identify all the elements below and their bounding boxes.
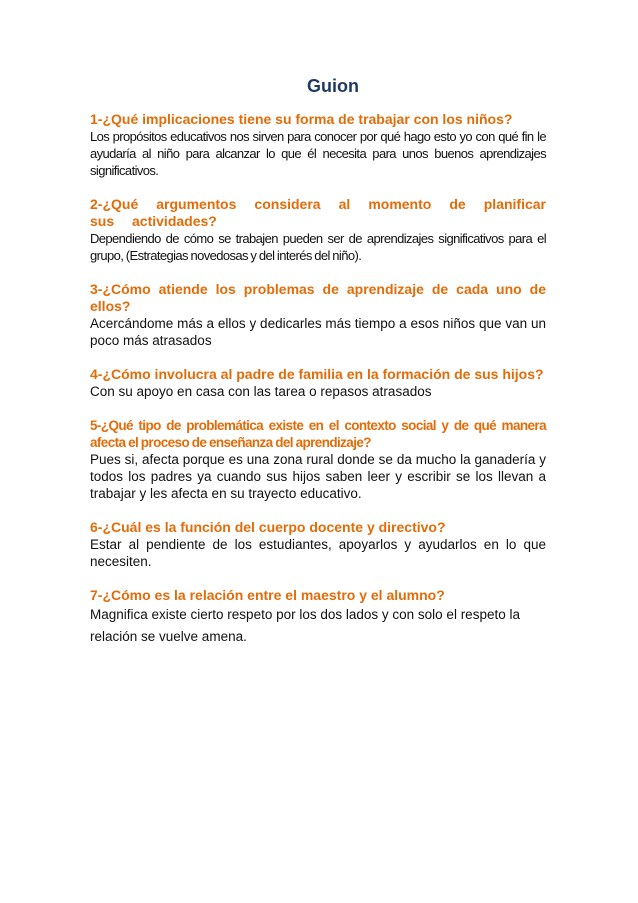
qa-item-4	[90, 366, 546, 400]
qa-item-3	[90, 281, 546, 349]
question-7: 7-¿Cómo es la relación entre el maestro y el alumno?	[90, 587, 445, 603]
qa-item-5	[90, 417, 546, 502]
question-4: 4-¿Cómo involucra al padre de familia en la formación de sus hijos?	[90, 366, 544, 382]
page-title: Guion	[307, 76, 359, 96]
question-5: 5-¿Qué tipo de problemática existe en el contexto social y de qué manera afecta el proceso de enseñanza del aprendizaje?	[90, 418, 546, 450]
answer-7: Magnifica existe cierto respeto por los dos lados y con solo el respeto la relación se vuelve amena.	[90, 607, 520, 644]
question-3: 3-¿Cómo atiende los problemas de aprendizaje de cada uno de ellos?	[90, 281, 546, 314]
question-6: 6-¿Cuál es la función del cuerpo docente y directivo?	[90, 519, 446, 535]
question-1: 1-¿Qué implicaciones tiene su forma de trabajar con los niños?	[90, 111, 513, 127]
answer-3: Acercándome más a ellos y dedicarles más tiempo a esos niños que van un poco más atrasados	[90, 316, 546, 348]
question-2: 2-¿Qué argumentos considera al momento de planificar sus actividades?	[90, 196, 546, 229]
qa-item-1	[90, 111, 546, 179]
qa-item-7	[90, 587, 546, 648]
answer-2: Dependiendo de cómo se trabajen pueden ser de aprendizajes significativos para el grupo, (Estrategias novedosas y del interés del niño).	[90, 231, 546, 263]
qa-item-2	[90, 196, 546, 264]
answer-6: Estar al pendiente de los estudiantes, apoyarlos y ayudarlos en lo que necesiten.	[90, 537, 546, 569]
document-page	[90, 76, 546, 665]
qa-item-6	[90, 519, 546, 570]
answer-4: Con su apoyo en casa con las tarea o repasos atrasados	[90, 384, 432, 399]
answer-5: Pues si, afecta porque es una zona rural donde se da mucho la ganadería y todos los padres ya cuando sus hijos saben leer y escribir se los llevan a trabajar y les afecta en su trayecto educativo.	[90, 452, 546, 501]
answer-1: Los propósitos educativos nos sirven para conocer por qué hago esto yo con qué fin le ayudaría al niño para alcanzar lo que él necesita para unos buenos aprendizajes significativos.	[90, 129, 546, 178]
